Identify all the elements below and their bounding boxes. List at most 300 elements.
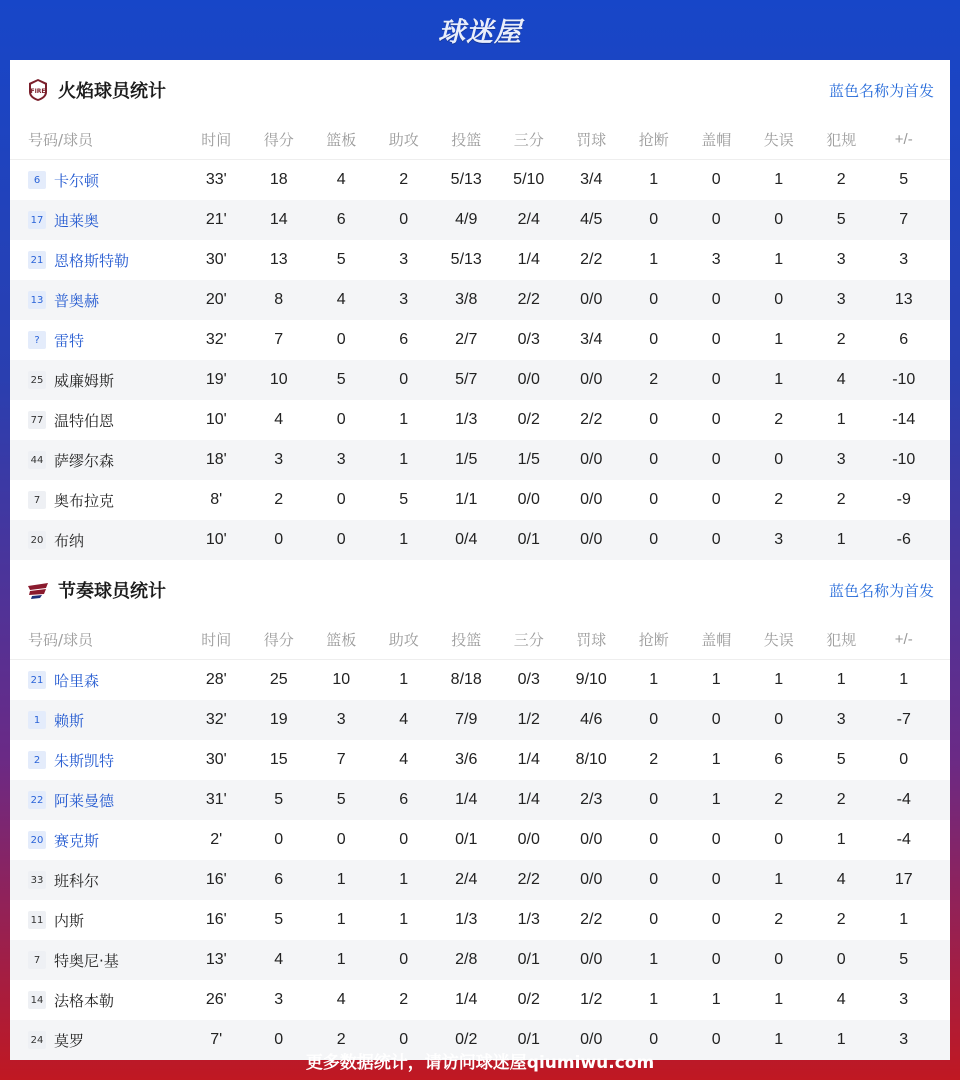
column-header: 号码/球员 <box>28 631 94 649</box>
column-header: 篮板 <box>326 132 357 149</box>
stat-cell: 0 <box>711 371 721 388</box>
player-name: 萨缪尔森 <box>54 451 115 470</box>
stat-cell: 0/0 <box>517 371 540 388</box>
stat-cell: 5 <box>336 371 346 388</box>
stat-cell: 1 <box>399 451 409 468</box>
stat-cell: 5 <box>899 951 909 968</box>
stat-cell: 0/0 <box>580 831 603 848</box>
stat-cell: 2 <box>836 911 846 928</box>
footer-banner[interactable] <box>0 1040 960 1080</box>
stat-cell: 0 <box>649 1031 659 1048</box>
player-row[interactable] <box>10 820 950 860</box>
stat-cell: 0/0 <box>580 871 603 888</box>
stat-cell: 3 <box>711 251 721 268</box>
player-name: 奥布拉克 <box>54 491 115 510</box>
stat-cell: 1 <box>836 411 846 428</box>
stat-cell: 1 <box>774 671 784 688</box>
player-cell <box>10 490 185 511</box>
stat-cell: -4 <box>896 831 911 848</box>
stat-cell: -7 <box>896 711 911 728</box>
stat-cell: 5 <box>399 491 409 508</box>
stat-cell: 0/2 <box>517 991 540 1008</box>
player-name: 布纳 <box>54 531 85 550</box>
stat-cell: 0/2 <box>455 1031 478 1048</box>
stat-cell: 0/0 <box>580 531 603 548</box>
stat-cell: 0 <box>711 411 721 428</box>
player-name[interactable]: 迪莱奥 <box>54 211 100 230</box>
stat-cell: 5/13 <box>450 251 482 268</box>
player-row[interactable] <box>10 200 950 240</box>
stat-cell: 0 <box>711 171 721 188</box>
stat-cell: 4 <box>336 291 346 308</box>
player-row[interactable] <box>10 780 950 820</box>
player-row[interactable] <box>10 520 950 560</box>
stat-cell: 20' <box>205 291 227 308</box>
jersey-number: 21 <box>28 251 46 269</box>
player-row[interactable] <box>10 940 950 980</box>
column-header: +/- <box>894 131 913 148</box>
stat-cell: 13' <box>205 951 227 968</box>
stat-cell: 30' <box>205 751 227 768</box>
stat-cell: 4 <box>274 951 284 968</box>
column-header: 得分 <box>263 632 294 649</box>
stat-cell: 6 <box>399 331 409 348</box>
player-cell[interactable] <box>10 830 185 851</box>
player-row[interactable] <box>10 360 950 400</box>
stat-cell: 0 <box>399 371 409 388</box>
column-header: 投篮 <box>451 132 482 149</box>
stat-cell: 30' <box>205 251 227 268</box>
stat-cell: 5 <box>274 791 284 808</box>
player-cell <box>10 870 185 891</box>
stat-cell: 3 <box>274 991 284 1008</box>
stat-cell: 4 <box>836 871 846 888</box>
stat-cell: 8' <box>210 491 223 508</box>
stat-cell: 3 <box>399 291 409 308</box>
column-header: 时间 <box>201 632 232 649</box>
table-header-row <box>10 620 950 660</box>
stat-cell: 3/8 <box>455 291 478 308</box>
stat-cell: 6 <box>274 871 284 888</box>
stat-cell: 5/10 <box>513 171 545 188</box>
stat-cell: 33' <box>205 171 227 188</box>
player-cell[interactable] <box>10 670 185 691</box>
stat-cell: 0/0 <box>517 831 540 848</box>
stat-cell: 0 <box>649 211 659 228</box>
section-title: 节奏球员统计 <box>58 581 166 602</box>
player-name[interactable]: 恩格斯特勒 <box>54 251 130 270</box>
tempo-team-logo <box>26 578 50 602</box>
player-cell[interactable] <box>10 330 185 351</box>
stat-cell: 8/10 <box>575 751 607 768</box>
jersey-number: 33 <box>28 871 46 889</box>
player-name: 班科尔 <box>54 871 100 890</box>
stat-cell: 0 <box>711 331 721 348</box>
stat-cell: 0/1 <box>517 531 540 548</box>
player-cell[interactable] <box>10 290 185 311</box>
stat-cell: 1 <box>336 911 346 928</box>
jersey-number: 17 <box>28 211 46 229</box>
stat-cell: 1 <box>711 791 721 808</box>
player-row[interactable] <box>10 980 950 1020</box>
column-header: 犯规 <box>826 632 857 649</box>
jersey-number: 11 <box>28 911 46 929</box>
stat-cell: 1/4 <box>517 251 540 268</box>
stat-cell: 0 <box>711 451 721 468</box>
player-name: 温特伯恩 <box>54 411 115 430</box>
stat-cell: 19' <box>205 371 227 388</box>
stat-cell: 0/2 <box>517 411 540 428</box>
stat-cell: 0 <box>399 1031 409 1048</box>
player-row[interactable] <box>10 240 950 280</box>
stat-cell: 25 <box>269 671 288 688</box>
stat-cell: 7 <box>336 751 346 768</box>
stat-cell: 2/2 <box>580 251 603 268</box>
stat-cell: 15 <box>269 751 288 768</box>
section-header <box>10 560 950 620</box>
stat-cell: 18 <box>269 171 288 188</box>
stat-cell: 1 <box>774 991 784 1008</box>
player-name[interactable]: 卡尔顿 <box>54 171 100 190</box>
stat-cell: 2 <box>649 371 659 388</box>
section-header <box>10 60 950 120</box>
stat-cell: 3 <box>774 531 784 548</box>
stat-cell: 5 <box>336 791 346 808</box>
stat-cell: 0/0 <box>580 491 603 508</box>
stat-cell: 1 <box>836 531 846 548</box>
player-cell[interactable] <box>10 250 185 271</box>
stat-cell: 0 <box>649 451 659 468</box>
player-cell <box>10 410 185 431</box>
stat-cell: 1 <box>774 331 784 348</box>
stat-cell: 0 <box>649 911 659 928</box>
stat-cell: 1/3 <box>455 411 478 428</box>
stat-cell: 3 <box>836 291 846 308</box>
stat-cell: 0/0 <box>580 1031 603 1048</box>
stat-cell: 2 <box>774 791 784 808</box>
stat-cell: 0 <box>649 331 659 348</box>
column-header: 犯规 <box>826 132 857 149</box>
stat-cell: 0 <box>711 831 721 848</box>
stat-cell: 10 <box>269 371 288 388</box>
stat-cell: 0 <box>649 871 659 888</box>
stat-cell: 0 <box>336 491 346 508</box>
stat-cell: 7/9 <box>455 711 478 728</box>
jersey-number: 24 <box>28 1031 46 1049</box>
stat-cell: 0 <box>711 491 721 508</box>
stat-cell: 2 <box>649 751 659 768</box>
jersey-number: 6 <box>28 171 46 189</box>
stat-cell: 1 <box>836 831 846 848</box>
jersey-number: 20 <box>28 831 46 849</box>
stat-cell: 3 <box>836 251 846 268</box>
stat-cell: 1 <box>399 911 409 928</box>
player-name: 特奥尼·基 <box>54 951 119 970</box>
stat-cell: 5 <box>336 251 346 268</box>
stat-cell: 6 <box>899 331 909 348</box>
stat-cell: 0 <box>649 711 659 728</box>
stat-cell: 10 <box>332 671 351 688</box>
column-header: 得分 <box>263 132 294 149</box>
player-name[interactable]: 雷特 <box>54 331 85 350</box>
stat-cell: 4/6 <box>580 711 603 728</box>
stat-cell: 1/4 <box>455 991 478 1008</box>
stat-cell: 5/7 <box>455 371 478 388</box>
stat-cell: 13 <box>269 251 288 268</box>
stat-cell: 3 <box>899 1031 909 1048</box>
stat-cell: 0 <box>774 291 784 308</box>
jersey-number: 2 <box>28 751 46 769</box>
stat-cell: 2/4 <box>455 871 478 888</box>
stat-cell: 1/2 <box>517 711 540 728</box>
stat-cell: 2 <box>399 991 409 1008</box>
column-header: 篮板 <box>326 632 357 649</box>
stat-cell: 0 <box>336 411 346 428</box>
stat-cell: 5 <box>836 751 846 768</box>
stat-cell: 1 <box>649 951 659 968</box>
column-header: 盖帽 <box>701 132 732 149</box>
stat-cell: 0 <box>774 211 784 228</box>
stat-cell: 0 <box>711 1031 721 1048</box>
stat-cell: 2 <box>399 171 409 188</box>
stat-cell: 2 <box>274 491 284 508</box>
player-name[interactable]: 赖斯 <box>54 711 85 730</box>
column-header: 助攻 <box>388 632 419 649</box>
stat-cell: 3/6 <box>455 751 478 768</box>
stat-cell: 9/10 <box>575 671 607 688</box>
stat-cell: 4 <box>836 991 846 1008</box>
stat-cell: 0 <box>711 711 721 728</box>
stat-cell: 0 <box>274 531 284 548</box>
jersey-number: 1 <box>28 711 46 729</box>
stat-cell: 0/0 <box>580 951 603 968</box>
stat-cell: 4/9 <box>455 211 478 228</box>
stat-cell: 5 <box>899 171 909 188</box>
stat-cell: 5 <box>836 211 846 228</box>
stat-cell: 2 <box>836 171 846 188</box>
stat-cell: 21' <box>205 211 227 228</box>
column-header: 抢断 <box>638 632 669 649</box>
stat-cell: 1 <box>336 951 346 968</box>
player-name[interactable]: 赛克斯 <box>54 831 100 850</box>
player-row[interactable] <box>10 320 950 360</box>
brand-logo-text: 球迷屋 <box>438 16 522 48</box>
stat-cell: 1 <box>899 671 909 688</box>
stat-cell: 0/3 <box>517 331 540 348</box>
player-cell[interactable] <box>10 790 185 811</box>
column-header: 盖帽 <box>701 632 732 649</box>
player-cell <box>10 910 185 931</box>
stat-cell: 2' <box>210 831 223 848</box>
stat-cell: 28' <box>205 671 227 688</box>
stat-cell: 2/2 <box>580 911 603 928</box>
player-row[interactable] <box>10 160 950 200</box>
stat-cell: 0 <box>336 831 346 848</box>
stat-cell: 1 <box>711 671 721 688</box>
stat-cell: 3/4 <box>580 331 603 348</box>
starter-note: 蓝色名称为首发 <box>828 581 934 600</box>
player-row[interactable] <box>10 280 950 320</box>
stat-cell: 0 <box>649 491 659 508</box>
player-cell[interactable] <box>10 710 185 731</box>
player-name[interactable]: 普奥赫 <box>54 291 100 310</box>
player-cell[interactable] <box>10 170 185 191</box>
stat-cell: 1 <box>899 911 909 928</box>
player-cell[interactable] <box>10 210 185 231</box>
stat-cell: 2/2 <box>517 291 540 308</box>
stat-cell: 0 <box>336 531 346 548</box>
player-name[interactable]: 哈里森 <box>54 671 100 690</box>
stat-cell: 1 <box>649 991 659 1008</box>
stat-cell: 2/8 <box>455 951 478 968</box>
stat-cell: 5/13 <box>450 171 482 188</box>
stat-cell: 0 <box>711 211 721 228</box>
player-row[interactable] <box>10 400 950 440</box>
stat-cell: 1/4 <box>517 751 540 768</box>
stat-cell: 19 <box>269 711 288 728</box>
stat-cell: 26' <box>205 991 227 1008</box>
stat-cell: 0 <box>774 711 784 728</box>
player-name[interactable]: 朱斯凯特 <box>54 751 115 770</box>
stat-cell: -9 <box>896 491 911 508</box>
player-name: 莫罗 <box>54 1031 85 1050</box>
jersey-number: 21 <box>28 671 46 689</box>
column-header: 失误 <box>763 132 794 149</box>
player-row[interactable] <box>10 440 950 480</box>
stat-cell: 0/0 <box>580 451 603 468</box>
stat-cell: 16' <box>205 911 227 928</box>
stat-cell: -4 <box>896 791 911 808</box>
column-header: 罚球 <box>576 132 607 149</box>
column-header: 号码/球员 <box>28 131 94 149</box>
stat-cell: 2/3 <box>580 791 603 808</box>
stats-card <box>10 60 950 1050</box>
player-row[interactable] <box>10 660 950 700</box>
player-row[interactable] <box>10 480 950 520</box>
team-sections <box>10 60 950 1060</box>
column-header: 时间 <box>201 132 232 149</box>
stat-cell: 0 <box>336 331 346 348</box>
player-cell[interactable] <box>10 750 185 771</box>
stat-cell: 1 <box>336 871 346 888</box>
stat-cell: 31' <box>205 791 227 808</box>
stat-cell: 1/4 <box>517 791 540 808</box>
stat-cell: 1 <box>711 991 721 1008</box>
stat-cell: 2 <box>336 1031 346 1048</box>
stat-cell: 0 <box>774 451 784 468</box>
stat-cell: 4 <box>336 171 346 188</box>
player-name: 威廉姆斯 <box>54 371 115 390</box>
stat-cell: 32' <box>205 711 227 728</box>
jersey-number: ? <box>28 331 46 349</box>
team-section <box>10 560 950 1060</box>
stat-cell: 4 <box>274 411 284 428</box>
player-row[interactable] <box>10 900 950 940</box>
player-row[interactable] <box>10 740 950 780</box>
column-header: 三分 <box>513 132 544 149</box>
stat-cell: 1 <box>649 671 659 688</box>
stat-cell: 0/4 <box>455 531 478 548</box>
table-header-row <box>10 120 950 160</box>
player-name[interactable]: 阿莱曼德 <box>54 791 115 810</box>
stat-cell: 1/2 <box>580 991 603 1008</box>
stat-cell: 0 <box>274 831 284 848</box>
stat-cell: 32' <box>205 331 227 348</box>
stat-cell: 3 <box>836 711 846 728</box>
stat-cell: 4/5 <box>580 211 603 228</box>
stat-cell: 1/4 <box>455 791 478 808</box>
stat-cell: 1/3 <box>455 911 478 928</box>
stat-cell: 0 <box>711 291 721 308</box>
stat-cell: 1 <box>399 671 409 688</box>
jersey-number: 7 <box>28 491 46 509</box>
stat-cell: -10 <box>892 371 916 388</box>
stat-cell: 0 <box>711 531 721 548</box>
column-header: 三分 <box>513 632 544 649</box>
fire-team-logo <box>26 78 50 102</box>
stat-cell: 10' <box>205 531 227 548</box>
stat-cell: 2 <box>836 331 846 348</box>
stat-cell: 1 <box>399 871 409 888</box>
stat-cell: 6 <box>774 751 784 768</box>
stat-cell: 1 <box>711 751 721 768</box>
jersey-number: 20 <box>28 531 46 549</box>
stat-cell: 1 <box>836 671 846 688</box>
player-cell <box>10 450 185 471</box>
stat-cell: 4 <box>836 371 846 388</box>
stat-cell: 5 <box>274 911 284 928</box>
stat-cell: 0/1 <box>517 1031 540 1048</box>
stat-cell: 0 <box>711 911 721 928</box>
stat-cell: 8/18 <box>450 671 482 688</box>
stat-cell: 4 <box>399 711 409 728</box>
stat-cell: 1/5 <box>517 451 540 468</box>
brand-header <box>0 0 960 58</box>
stat-cell: 0 <box>649 291 659 308</box>
stat-cell: 2/7 <box>455 331 478 348</box>
stat-cell: 0/0 <box>517 491 540 508</box>
stat-cell: 0/1 <box>455 831 478 848</box>
stat-cell: -6 <box>896 531 911 548</box>
column-header: 抢断 <box>638 132 669 149</box>
stat-cell: 1 <box>774 1031 784 1048</box>
stat-cell: 13 <box>894 291 913 308</box>
player-row[interactable] <box>10 860 950 900</box>
stat-cell: 0 <box>774 951 784 968</box>
player-cell <box>10 530 185 551</box>
stat-cell: 2 <box>836 491 846 508</box>
stat-cell: 0 <box>399 211 409 228</box>
stat-cell: 1 <box>774 871 784 888</box>
jersey-number: 13 <box>28 291 46 309</box>
player-cell <box>10 370 185 391</box>
player-row[interactable] <box>10 700 950 740</box>
stat-cell: 0 <box>649 831 659 848</box>
stat-cell: 3 <box>899 991 909 1008</box>
stat-cell: 1 <box>774 171 784 188</box>
stat-cell: 2 <box>774 491 784 508</box>
column-header: 罚球 <box>576 632 607 649</box>
stat-cell: 3 <box>274 451 284 468</box>
stat-cell: 1 <box>649 171 659 188</box>
stat-cell: 14 <box>269 211 288 228</box>
stat-cell: 0 <box>399 951 409 968</box>
stat-cell: 0 <box>899 751 909 768</box>
stat-cell: 7 <box>899 211 909 228</box>
stat-cell: 1 <box>774 251 784 268</box>
stat-cell: 0 <box>774 831 784 848</box>
stat-cell: 3/4 <box>580 171 603 188</box>
